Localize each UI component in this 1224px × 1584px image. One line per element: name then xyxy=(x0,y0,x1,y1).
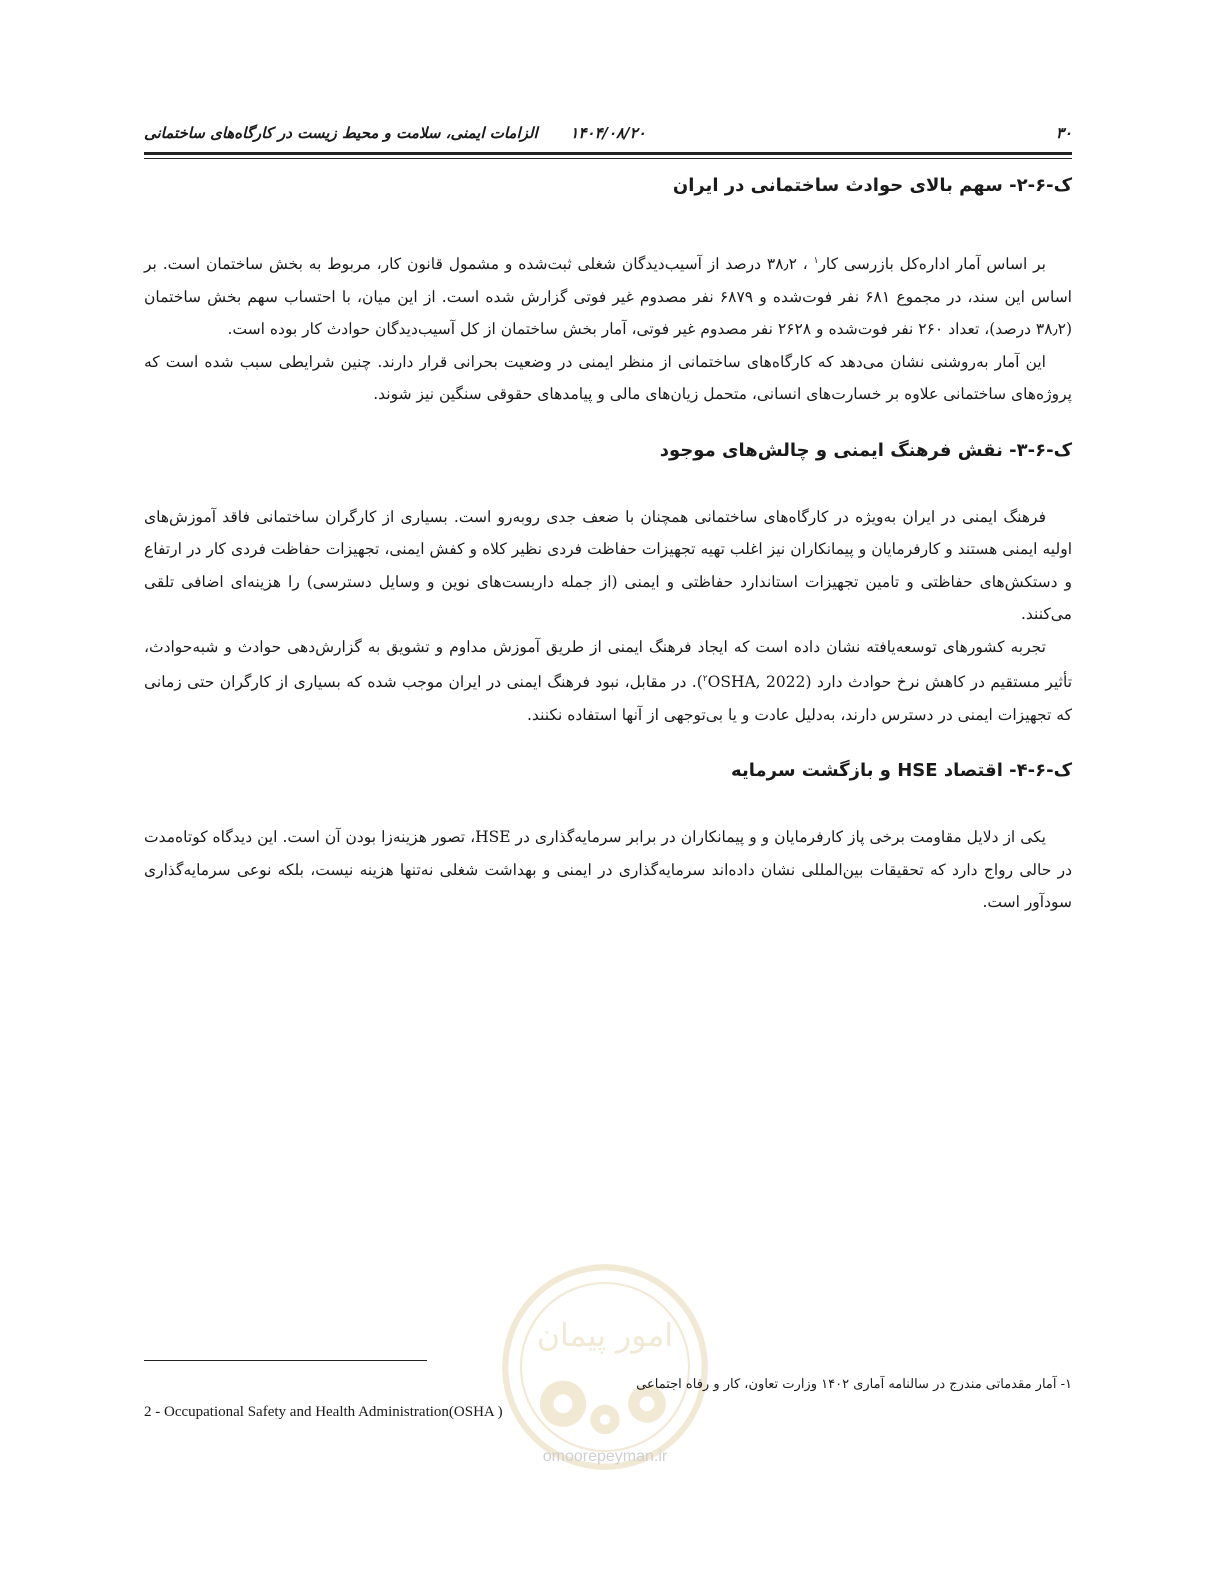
footnote-separator xyxy=(144,1360,427,1361)
section-heading: ک-۶-۴- اقتصاد HSE و بازگشت سرمایه xyxy=(731,760,1072,782)
paragraph: یکی از دلایل مقاومت برخی پاز کارفرمایان و و پیمانکاران در برابر سرمایه‌گذاری در HSE، تصور هزینه‌زا بودن آن است. این دیدگاه کوتاه‌مدت در حالی رواج دارد که تحقیقات بین‌المللی نشان داده‌اند سرمایه‌گذاری در ایمنی و بهداشت شغلی نه‌تنها هزینه نیست، بلکه نوعی سرمایه‌گذاری سودآور است. xyxy=(144,828,1072,912)
paragraph: بر اساس آمار اداره‌کل بازرسی کار$^۱$ ، ۳۸٫۲ درصد از آسیب‌دیدگان شغلی ثبت‌شده و مشمول قانون کار، مربوط به بخش ساختمان است. بر اساس این سند، در مجموع ۶۸۱ نفر فوت‌شده و ۶۸۷۹ نفر مصدوم غیر فوتی گزارش شده است. از این میان، با احتساب سهم بخش ساختمان (۳۸٫۲ درصد)، تعداد ۲۶۰ نفر فوت‌شده و ۲۶۲۸ نفر مصدوم غیر فوتی، آمار بخش ساختمان از کل آسیب‌دیدگان حوادث کار بوده است. xyxy=(144,255,1072,339)
footnote-1: ۱- آمار مقدماتی مندرج در سالنامه آماری ۱۴۰۲ وزارت تعاون، کار و رفاه اجتماعی xyxy=(636,1377,1072,1392)
watermark-url: omoorepeyman.ir xyxy=(542,1448,668,1465)
section-heading: ک-۶-۳- نقش فرهنگ ایمنی و چالش‌های موجود xyxy=(659,439,1072,461)
header-rule-thick xyxy=(144,152,1072,155)
header-date: ۱۴۰۴/۰۸/۲۰ xyxy=(570,124,646,142)
document-body xyxy=(144,170,1072,919)
page-header xyxy=(144,120,1072,150)
header-rule-thin xyxy=(144,158,1072,159)
footnote-2: 2 - Occupational Safety and Health Administration(OSHA ) xyxy=(144,1404,503,1420)
footnote-ref: ۲ xyxy=(702,674,708,685)
paragraph: تجربه کشورهای توسعه‌یافته نشان داده است که ایجاد فرهنگ ایمنی از طریق آموزش مداوم و تشویق به گزارش‌دهی حوادث و شبه‌حوادث، تأثیر مستقیم در کاهش نرخ حوادث دارد ($^۲$OSHA, 2022). در مقابل، نبود فرهنگ ایمنی در ایران موجب شده که بسیاری از کارگران حتی زمانی که تجهیزات ایمنی در دسترس دارند، به‌دلیل عادت و یا بی‌توجهی از آنها استفاده نکنند. xyxy=(144,637,1073,724)
section-heading: ک-۶-۲- سهم بالای حوادث ساختمانی در ایران xyxy=(672,175,1072,196)
page-number: ۳۰ xyxy=(1055,124,1072,142)
paragraph: فرهنگ ایمنی در ایران به‌ویژه در کارگاه‌های ساختمانی همچنان با ضعف جدی روبه‌رو است. بسیاری از کارگران ساختمانی فاقد آموزش‌های اولیه ایمنی هستند و کارفرمایان و پیمانکاران نیز اغلب تهیه تجهیزات حفاظت فردی نظیر کلاه و کفش ایمنی، تجهیزات حفاظت فردی کار در ارتفاع و دستکش‌های حفاظتی و تامین تجهیزات استاندارد حفاظتی و ایمنی (از جمله داربست‌های نوین و وسایل دسترسی) را هزینه‌ای اضافی تلقی می‌کنند. xyxy=(144,507,1072,624)
header-title: الزامات ایمنی، سلامت و محیط زیست در کارگاه‌های ساختمانی xyxy=(144,124,538,142)
watermark-seal-icon xyxy=(500,1262,710,1472)
svg-text:امور پیمان: امور پیمان xyxy=(536,1318,674,1354)
footnote-ref: ۱ xyxy=(813,256,819,266)
paragraph: این آمار به‌روشنی نشان می‌دهد که کارگاه‌های ساختمانی از منظر ایمنی در وضعیت بحرانی قرار دارند. چنین شرایطی سبب شده است که پروژه‌های ساختمانی علاوه بر خسارت‌های انسانی، متحمل زیان‌های مالی و پیامدهای حقوقی سنگین نیز شوند. xyxy=(144,352,1072,404)
